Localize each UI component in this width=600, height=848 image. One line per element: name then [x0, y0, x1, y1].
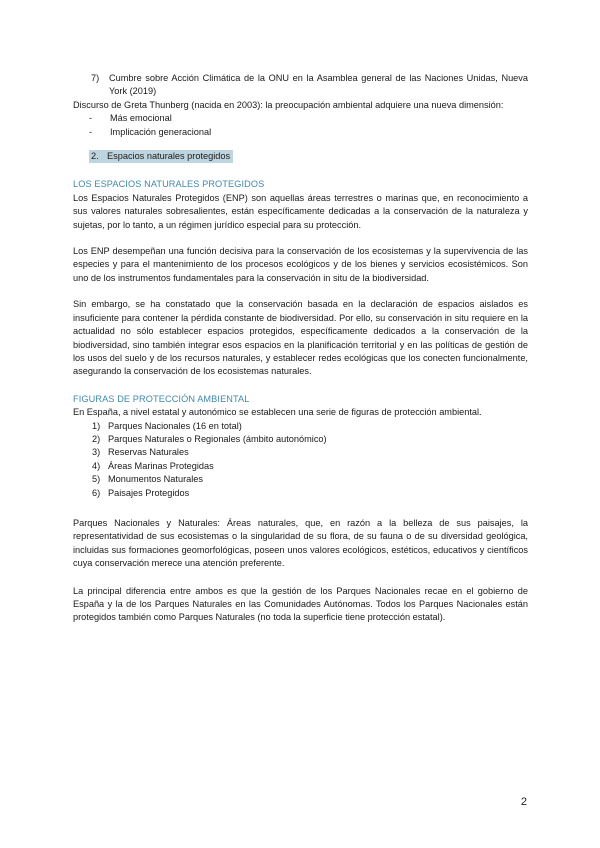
list-number: 5)	[92, 474, 101, 485]
list-number: 1)	[92, 420, 101, 431]
list-number: 4)	[92, 460, 101, 471]
list-text: Paisajes Protegidos	[108, 487, 190, 498]
list-item-7	[73, 72, 528, 99]
dash-bullet: -	[89, 113, 93, 124]
section-title: Espacios naturales protegidos	[107, 151, 231, 162]
list-item	[73, 420, 528, 433]
parques-paragraph: Parques Nacionales y Naturales: Áreas naturales, que, en razón a la belleza de sus paisajes, la representatividad de sus ecosistemas o la singularidad de su flora, de su fauna o de su diversidad geológica, incluidas sus formaciones geomorfológicas, poseen unos valores ecológicos, estéticos, educativos y científicos cuya conservación merece una atención preferente.	[73, 517, 528, 569]
list-item	[73, 126, 528, 139]
list-text: Áreas Marinas Protegidas	[108, 460, 214, 471]
greta-paragraph: Discurso de Greta Thunberg (nacida en 2003): la preocupación ambiental adquiere una nueva dimensión:	[73, 99, 504, 110]
list-text: Más emocional	[110, 113, 172, 124]
list-text: Cumbre sobre Acción Climática de la ONU en la Asamblea general de las Naciones Unidas, Nueva York (2019)	[109, 73, 528, 97]
list-text: Implicación generacional	[110, 126, 212, 137]
figuras-intro: En España, a nivel estatal y autonómico se establecen una serie de figuras de protección ambiental.	[73, 407, 482, 418]
enp-heading: LOS ESPACIOS NATURALES PROTEGIDOS	[73, 179, 265, 190]
section-heading-2	[89, 150, 233, 163]
section-number: 2.	[91, 151, 99, 162]
enp-paragraph-3: Sin embargo, se ha constatado que la conservación basada en la declaración de espacios aislados es insuficiente para contener la pérdida constante de biodiversidad. Por ello, su conservación in situ requiere en la actualidad no sólo establecer espacios protegidos, específicamente dedicados a la conservación de la biodiversidad, sino también integrar esos espacios en la planificación territorial y en las políticas de gestión de los usos del suelo y de los recursos naturales, y establecer redes ecológicas que los conecten funcionalmente, asegurando la conservación de los ecosistemas naturales.	[73, 299, 528, 377]
list-item	[73, 487, 528, 500]
enp-paragraph-1: Los Espacios Naturales Protegidos (ENP) son aquellas áreas terrestres o marinas que, en reconocimiento a sus valores naturales sobresalientes, están específicamente dedicadas a la conservación de la naturaleza y sujetas, por lo tanto, a un régimen jurídico especial para su protección.	[73, 192, 528, 230]
list-number: 3)	[92, 447, 101, 458]
figuras-list	[73, 420, 528, 500]
list-text: Monumentos Naturales	[108, 474, 203, 485]
list-number: 6)	[92, 487, 101, 498]
list-number: 2)	[92, 433, 101, 444]
diferencia-paragraph: La principal diferencia entre ambos es que la gestión de los Parques Nacionales recae en el gobierno de España y la de los Parques Naturales en las Comunidades Autónomas. Todos los Parques Nacionales están protegidos también como Parques Naturales (no toda la superficie tiene protección estatal).	[73, 585, 528, 623]
page-number: 2	[520, 796, 527, 808]
list-item	[73, 460, 528, 473]
list-text: Parques Nacionales (16 en total)	[108, 420, 242, 431]
dash-bullet: -	[89, 126, 93, 137]
list-text: Parques Naturales o Regionales (ámbito autonómico)	[108, 433, 327, 444]
enp-paragraph-2: Los ENP desempeñan una función decisiva para la conservación de los ecosistemas y la supervivencia de las especies y para el mantenimiento de los procesos ecológicos y de los bienes y servicios ecosistémicos. Son uno de los instrumentos fundamentales para la conservación in situ de la biodiversidad.	[73, 246, 528, 283]
list-item	[73, 433, 528, 446]
list-text: Reservas Naturales	[108, 447, 189, 458]
list-item	[73, 446, 528, 459]
list-item	[73, 473, 528, 486]
list-item	[73, 112, 528, 125]
greta-bullet-list	[73, 112, 528, 139]
figuras-heading: FIGURAS DE PROTECCIÓN AMBIENTAL	[73, 393, 250, 404]
list-number: 7)	[91, 73, 100, 83]
page-content	[73, 72, 528, 625]
